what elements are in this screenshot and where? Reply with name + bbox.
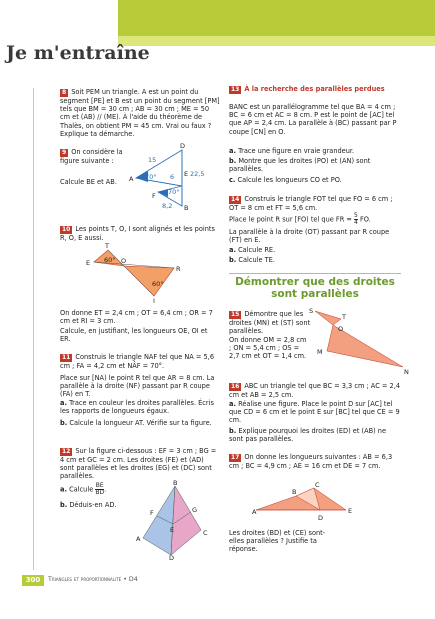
section-title: Démontrer que des droites sont parallèles <box>235 276 395 300</box>
point-F: F <box>150 509 154 517</box>
part-label: a. <box>229 246 236 254</box>
point-C: C <box>203 529 208 537</box>
part-label: b. <box>60 501 68 509</box>
exercise-15 <box>229 310 311 335</box>
exercise-13-a <box>229 147 401 155</box>
exercise-number: 11 <box>62 354 71 361</box>
point-F: F <box>152 192 156 200</box>
point-E: E <box>86 259 91 267</box>
exercise-14-a <box>229 246 401 254</box>
figure-ex17 <box>252 480 362 526</box>
point-E: E <box>170 526 175 534</box>
length-6: 6 <box>170 173 175 181</box>
point-E: E <box>184 170 189 178</box>
exercise-text: On considère la figure suivante : <box>60 148 123 165</box>
exercise-17 <box>229 453 401 470</box>
exercise-number: 13 <box>231 86 240 93</box>
figure-ex15 <box>305 305 410 377</box>
point-D: D <box>318 514 324 522</box>
exercise-number: 10 <box>62 226 71 233</box>
part-text: Calcule les longueurs CO et PO. <box>237 176 342 184</box>
exercise-10 <box>60 225 220 242</box>
angle-70-b: 70° <box>168 188 180 196</box>
part-text: Trace une figure en vraie grandeur. <box>238 147 355 155</box>
exercise-text: Démontre que les droites (MN) et (ST) sont parallèles. <box>229 310 311 336</box>
exercise-10-question: Calcule, en justifiant, les longueurs OE, OI et ER. <box>60 327 208 344</box>
exercise-10-data: On donne ET = 2,4 cm ; OT = 6,4 cm ; OR = 7 cm et RI = 3 cm. <box>60 309 213 326</box>
exercise-text: Les points T, O, I sont alignés et les points R, O, E aussi. <box>60 225 215 242</box>
part-end: . <box>104 485 107 494</box>
part-text: Trace en couleur les droites parallèles. Écris les rapports de longueurs égaux. <box>60 399 214 416</box>
length-22-5: 22,5 <box>190 170 205 178</box>
fraction-5-4 <box>354 213 358 226</box>
exercise-12-b <box>60 501 117 509</box>
denominator: 4 <box>354 219 358 226</box>
part-text: Explique pourquoi les droites (ED) et (AB) ne sont pas parallèles. <box>229 427 387 444</box>
exercise-number: 16 <box>231 383 240 390</box>
point-R: R <box>176 265 181 273</box>
point-O: O <box>338 325 344 333</box>
point-D: D <box>180 142 186 150</box>
numerator: 5 <box>354 212 358 219</box>
part-text: Calcule TE. <box>238 256 275 264</box>
part-label: a. <box>229 147 236 155</box>
exercise-11 <box>60 353 220 370</box>
part-label: b. <box>60 419 68 427</box>
length-8-2: 8,2 <box>162 202 173 210</box>
triangle-ORI <box>124 266 174 296</box>
figure-ex10 <box>82 242 192 304</box>
triangle-BDC <box>171 486 201 555</box>
figure-ex9 <box>128 140 218 210</box>
exercise-13-b <box>229 157 401 173</box>
part-label: c. <box>229 176 236 184</box>
part-text: Calcule RE. <box>238 246 276 254</box>
part-text: Montre que les droites (PO) et (AN) sont parallèles. <box>229 157 371 174</box>
point-O: O <box>121 257 127 265</box>
exercise-13-text: BANC est un parallélogramme tel que BA = 4 cm ; BC = 6 cm et AC = 8 cm. P est le point de [AC] tel que AP = 2,4 cm. La parallèle à (BC) passant par P coupe [CN] en O. <box>229 103 397 136</box>
exercise-16-b <box>229 427 401 443</box>
triangle-STO <box>315 311 341 325</box>
exercise-14-b <box>229 256 401 264</box>
part-label: b. <box>229 427 237 435</box>
part-label: b. <box>229 256 237 264</box>
exercise-text: Construis le triangle FOT tel que FO = 6 cm ; OT = 8 cm et FT = 5,6 cm. <box>229 195 393 212</box>
point-S: S <box>309 307 314 315</box>
point-M: M <box>317 348 323 356</box>
exercise-text: Soit PEM un triangle. A est un point du segment [PE] et B est un point du segment [PM] tels que BM = 30 cm ; AB = 30 cm ; ME = 50 cm et (AB) // (ME). À l'aide du théorème de Thalès, on obtient PM = 45 cm. Vrai ou faux ? Explique ta démarche. <box>60 88 220 138</box>
triangle-ADE <box>136 150 182 186</box>
point-E: E <box>348 507 353 515</box>
exercise-number: 15 <box>231 311 240 318</box>
part-text: Calcule la longueur AT. Vérifie sur ta figure. <box>69 419 212 427</box>
place-text: Place le point R sur [FO) tel que FR = <box>229 215 352 224</box>
exercise-text: ABC un triangle tel que BC = 3,3 cm ; AC = 2,4 cm et AB = 2,5 cm. <box>229 382 401 399</box>
point-D: D <box>169 554 175 560</box>
exercise-text: Sur la figure ci-dessous : EF = 3 cm ; BG = 4 cm et GC = 2 cm. Les droites (FE) et (AD) sont parallèles et les droites (EG) et (DC) sont parallèles. <box>60 447 217 481</box>
numerator: BE <box>95 482 104 489</box>
angle-70-a: 70° <box>145 173 157 181</box>
point-I: I <box>153 297 155 304</box>
exercise-16 <box>229 382 401 399</box>
exercise-12 <box>60 447 220 481</box>
exercise-number: 12 <box>62 448 71 455</box>
exercise-title: À la recherche des parallèles perdues <box>244 85 385 93</box>
part-text: Déduis-en AD. <box>69 501 117 509</box>
point-N: N <box>404 368 409 376</box>
exercise-number: 14 <box>231 196 240 203</box>
exercise-number: 17 <box>231 454 240 461</box>
denominator: BD <box>95 489 105 496</box>
length-15: 15 <box>148 156 157 164</box>
part-label: a. <box>229 400 236 408</box>
exercise-11-a <box>60 399 220 415</box>
exercise-14-text: La parallèle à la droite (OT) passant par R coupe (FT) en E. <box>229 228 390 245</box>
exercise-text: On donne les longueurs suivantes : AB = 6,3 cm ; BC = 4,9 cm ; AE = 16 cm et DE = 7 cm. <box>229 453 393 470</box>
fraction-BE-BD <box>95 482 107 496</box>
angle-60-b: 60° <box>152 280 164 288</box>
point-B: B <box>173 480 178 487</box>
exercise-16-a <box>229 400 401 425</box>
exercise-11-text: Place sur [NA) le point R tel que AR = 8 cm. La parallèle à la droite (NF) passant par R coupe (FA) en T. <box>60 374 215 399</box>
exercise-12-a <box>60 483 106 496</box>
point-T: T <box>105 242 109 250</box>
exercise-9-question: Calcule BE et AB. <box>60 178 117 186</box>
margin-rule <box>33 88 34 570</box>
exercise-15-data: On donne OM = 2,8 cm ; ON = 5,4 cm ; OS = 2,7 cm et OT = 1,4 cm. <box>229 336 307 361</box>
part-label: a. <box>60 399 67 407</box>
point-B: B <box>292 488 297 496</box>
point-A: A <box>136 535 141 543</box>
point-G: G <box>192 506 198 514</box>
part-text: Calcule <box>69 485 94 494</box>
exercise-8 <box>60 88 220 138</box>
exercise-text: Construis le triangle NAF tel que NA = 5,6 cm ; FA = 4,2 cm et NÂF = 70°. <box>60 353 215 370</box>
exercise-number: 8 <box>62 89 67 96</box>
exercise-13-c <box>229 176 401 184</box>
exercise-14 <box>229 195 401 212</box>
exercise-13 <box>229 85 401 94</box>
chapter-code: • D4 <box>123 576 138 583</box>
part-label: b. <box>229 157 237 165</box>
exercise-9 <box>60 148 130 165</box>
page-title: Je m'entraîne <box>6 42 150 64</box>
part-label: a. <box>60 485 67 494</box>
footer-chapter <box>48 576 138 583</box>
point-T: T <box>342 313 346 321</box>
part-text: Réalise une figure. Place le point D sur [AC] tel que CD = 6 cm et le point E sur [BC] tel que CE = 9 cm. <box>229 400 400 425</box>
exercise-number: 9 <box>62 149 67 156</box>
exercise-11-b <box>60 419 220 427</box>
chapter-title: Triangles et proportionnalité <box>48 576 122 583</box>
section-rule <box>229 273 401 274</box>
exercise-17-question: Les droites (BD) et (CE) sont-elles parallèles ? Justifie ta réponse. <box>229 529 326 554</box>
figure-ex12 <box>135 480 215 560</box>
place-text-end: FO. <box>359 215 371 224</box>
angle-60-a: 60° <box>104 256 116 264</box>
point-C: C <box>315 481 320 489</box>
exercise-14-place <box>229 213 401 226</box>
page-number: 300 <box>22 575 44 586</box>
triangle-BAD <box>143 486 175 555</box>
point-B: B <box>184 204 189 210</box>
point-A: A <box>129 175 134 183</box>
point-A: A <box>252 508 257 516</box>
